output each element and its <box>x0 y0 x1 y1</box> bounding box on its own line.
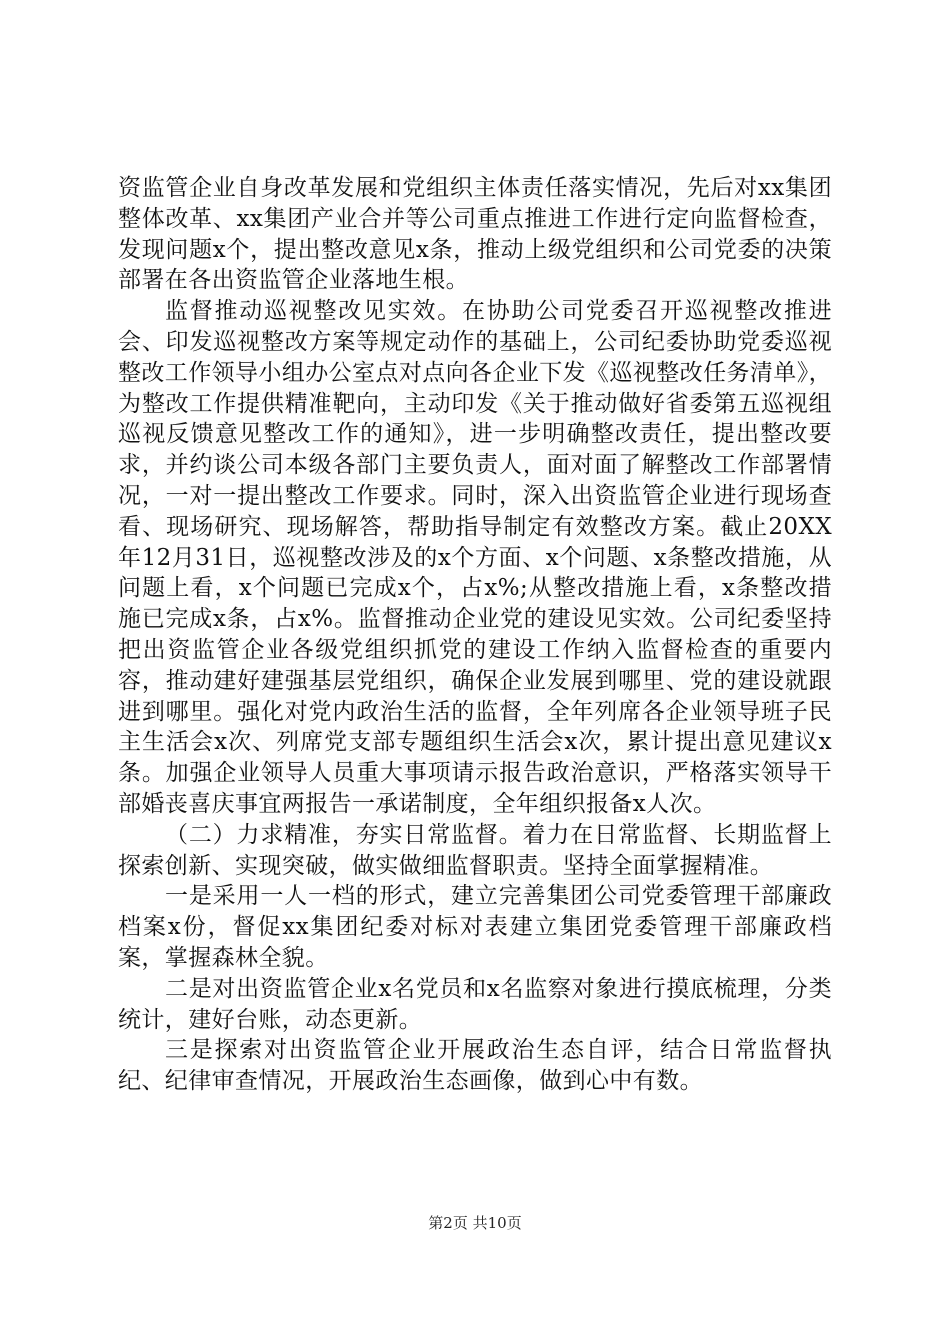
paragraph-item-2: 二是对出资监管企业x名党员和x名监察对象进行摸底梳理，分类统计，建好台账，动态更新。 <box>118 975 832 1033</box>
paragraph-continuation: 资监管企业自身改革发展和党组织主体责任落实情况，先后对xx集团整体改革、xx集团产业合并等公司重点推进工作进行定向监督检查，发现问题x个，提出整改意见x条，推动上级党组织和公司党委的决策部署在各出资监管企业落地生根。 <box>118 175 832 294</box>
paragraph-inspection-rectification: 监督推动巡视整改见实效。在协助公司党委召开巡视整改推进会、印发巡视整改方案等规定动作的基础上，公司纪委协助党委巡视整改工作领导小组办公室点对点向各企业下发《巡视整改任务清单》，为整改工作提供精准靶向，主动印发《关于推动做好省委第五巡视组巡视反馈意见整改工作的通知》，进一步明确整改责任，提出整改要求，并约谈公司本级各部门主要负责人，面对面了解整改工作部署情况，一对一提出整改工作要求。同时，深入出资监管企业进行现场查看、现场研究、现场解答，帮助指导制定有效整改方案。截止20XX年12月31日，巡视整改涉及的x个方面、x个问题、x条整改措施，从问题上看，x个问题已完成x个，占x%;从整改措施上看，x条整改措施已完成x条，占x%。监督推动企业党的建设见实效。公司纪委坚持把出资监管企业各级党组织抓党的建设工作纳入监督检查的重要内容，推动建好建强基层党组织，确保企业发展到哪里、党的建设就跟进到哪里。强化对党内政治生活的监督，全年列席各企业领导班子民主生活会x次、列席党支部专题组织生活会x次，累计提出意见建议x条。加强企业领导人员重大事项请示报告政治意识，严格落实领导干部婚丧喜庆事宜两报告一承诺制度，全年组织报备x人次。 <box>118 298 832 817</box>
paragraph-item-1: 一是采用一人一档的形式，建立完善集团公司党委管理干部廉政档案x份，督促xx集团纪委对标对表建立集团党委管理干部廉政档案，掌握森林全貌。 <box>118 883 832 971</box>
page-footer: 第2页 共10页 <box>428 1214 522 1232</box>
document-body <box>118 173 832 1097</box>
paragraph-item-3: 三是探索对出资监管企业开展政治生态自评，结合日常监督执纪、纪律审查情况，开展政治生态画像，做到心中有数。 <box>118 1037 832 1095</box>
paragraph-section-heading-2: （二）力求精准，夯实日常监督。着力在日常监督、长期监督上探索创新、实现突破，做实做细监督职责。坚持全面掌握精准。 <box>118 821 832 879</box>
